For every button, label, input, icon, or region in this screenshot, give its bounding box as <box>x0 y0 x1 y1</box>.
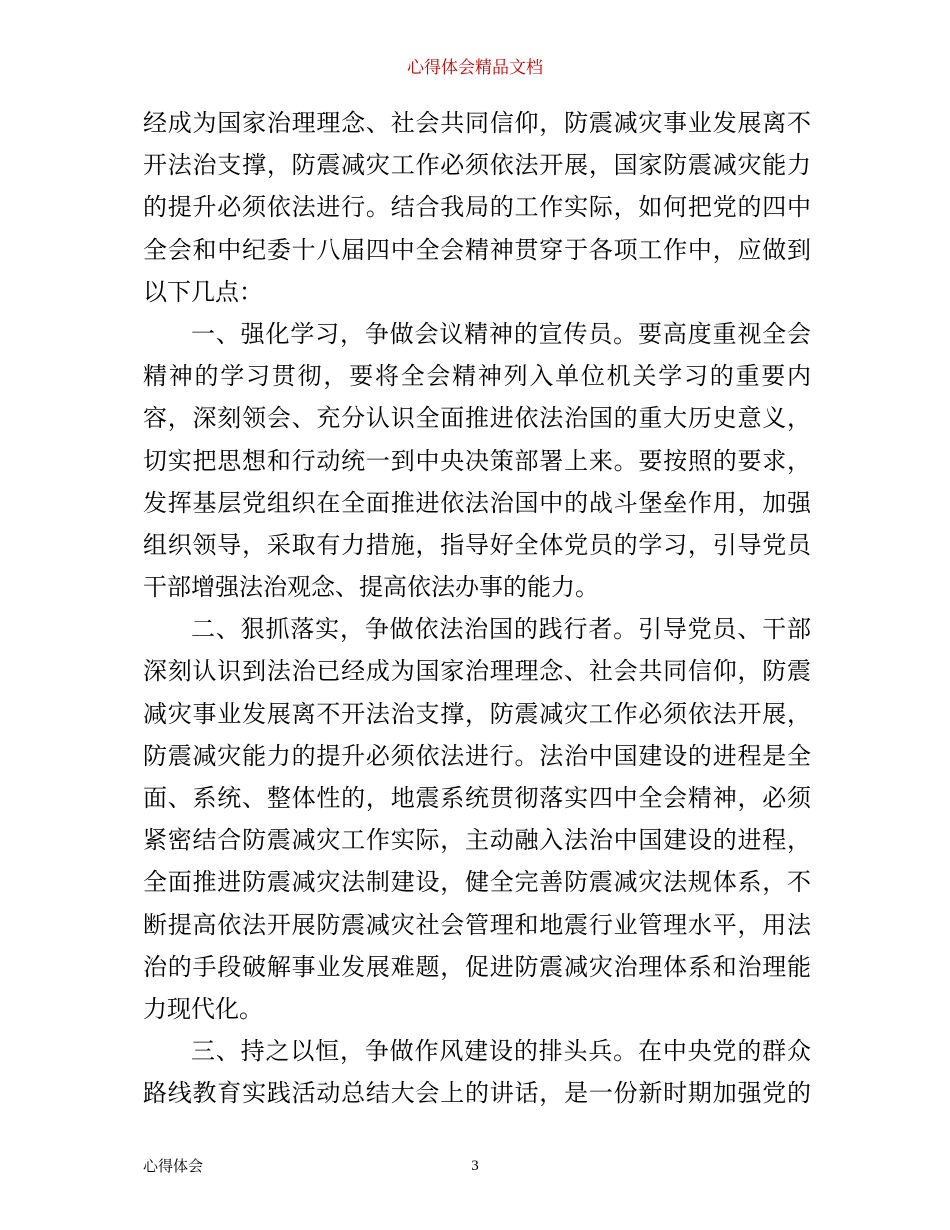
text-line: 经成为国家治理理念、社会共同信仰，防震减灾事业发展离不 <box>143 109 811 137</box>
page-number: 3 <box>471 1158 479 1174</box>
text-line: 紧密结合防震减灾工作实际，主动融入法治中国建设的进程， <box>143 826 811 855</box>
text-line: 组织领导，采取有力措施，指导好全体党员的学习，引导党员 <box>143 530 811 559</box>
text-line: 全会和中纪委十八届四中全会精神贯穿于各项工作中，应做到 <box>143 235 811 264</box>
text-line: 面、系统、整体性的，地震系统贯彻落实四中全会精神，必须 <box>143 784 811 812</box>
text-line: 路线教育实践活动总结大会上的讲话，是一份新时期加强党的 <box>143 1079 811 1108</box>
text-line: 精神的学习贯彻，要将全会精神列入单位机关学习的重要内 <box>143 362 811 391</box>
page-header-title: 心得体会精品文档 <box>407 58 543 78</box>
text-line: 防震减灾能力的提升必须依法进行。法治中国建设的进程是全 <box>143 741 811 770</box>
text-line: 容，深刻领会、充分认识全面推进依法治国的重大历史意义， <box>143 404 811 433</box>
footer-label: 心得体会 <box>143 1157 204 1175</box>
text-line: 减灾事业发展离不开法治支撑，防震减灾工作必须依法开展， <box>143 699 811 728</box>
text-line: 断提高依法开展防震减灾社会管理和地震行业管理水平，用法 <box>143 910 811 939</box>
text-line: 力现代化。 <box>143 994 263 1023</box>
text-line: 发挥基层党组织在全面推进依法治国中的战斗堡垒作用，加强 <box>143 488 811 517</box>
paragraph-first-line: 二、狠抓落实，争做依法治国的践行者。引导党员、干部 <box>191 615 811 644</box>
text-line: 干部增强法治观念、提高依法办事的能力。 <box>143 573 599 602</box>
paragraph-first-line: 一、强化学习，争做会议精神的宣传员。要高度重视全会 <box>191 319 811 348</box>
document-body <box>143 102 811 1115</box>
text-line: 切实把思想和行动统一到中央决策部署上来。要按照的要求， <box>143 446 811 475</box>
text-line: 以下几点： <box>143 277 263 306</box>
paragraph-first-line: 三、持之以恒，争做作风建设的排头兵。在中央党的群众 <box>191 1037 811 1066</box>
text-line: 治的手段破解事业发展难题，促进防震减灾治理体系和治理能 <box>143 952 811 981</box>
text-line: 开法治支撑，防震减灾工作必须依法开展，国家防震减灾能力 <box>143 151 811 180</box>
text-line: 的提升必须依法进行。结合我局的工作实际，如何把党的四中 <box>143 193 811 222</box>
text-line: 全面推进防震减灾法制建设，健全完善防震减灾法规体系，不 <box>143 868 811 897</box>
text-line: 深刻认识到法治已经成为国家治理理念、社会共同信仰，防震 <box>143 657 811 686</box>
